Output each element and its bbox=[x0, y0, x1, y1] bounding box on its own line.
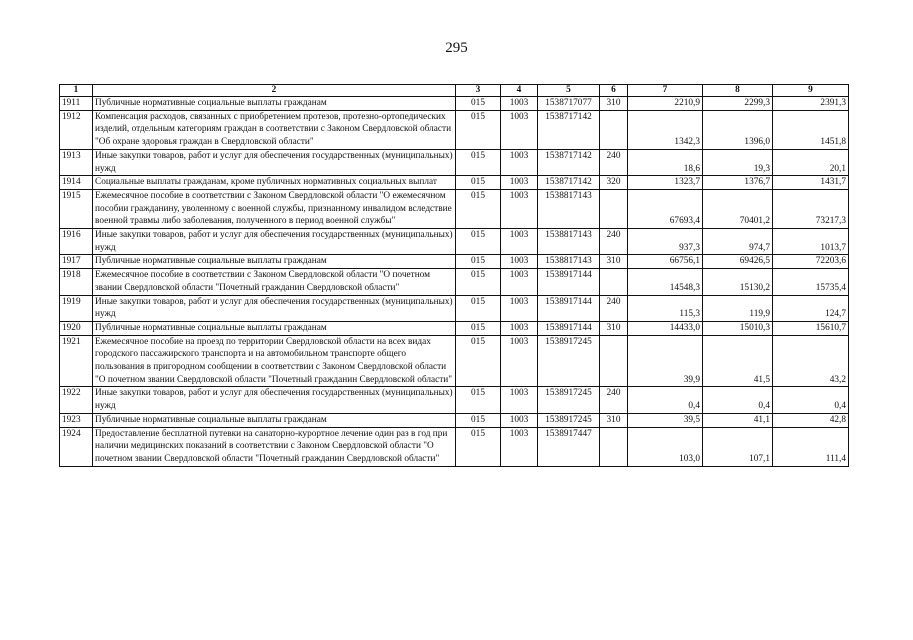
row-admin-code: 015 bbox=[456, 387, 501, 413]
row-expense-type: 240 bbox=[600, 229, 628, 255]
row-amount-col7: 1342,3 bbox=[628, 110, 703, 149]
row-section-code: 1003 bbox=[501, 229, 538, 255]
row-amount-col7: 0,4 bbox=[628, 387, 703, 413]
column-header-7: 7 bbox=[628, 85, 703, 97]
row-id: 1915 bbox=[60, 189, 93, 228]
row-expense-type: 320 bbox=[600, 176, 628, 190]
row-amount-col8: 1396,0 bbox=[703, 110, 773, 149]
row-section-code: 1003 bbox=[501, 149, 538, 175]
header-row bbox=[60, 85, 849, 97]
table-row bbox=[60, 149, 849, 175]
row-expense-type: 240 bbox=[600, 295, 628, 321]
row-expense-type bbox=[600, 110, 628, 149]
row-description: Ежемесячное пособие в соответствии с Законом Свердловской области "О ежемесячном пособии гражданину, уволенному с военной службы, признанному инвалидом вследствие военной травмы либо заболевания, полученного в период военной службы" bbox=[93, 189, 456, 228]
row-description: Публичные нормативные социальные выплаты гражданам bbox=[93, 321, 456, 335]
row-admin-code: 015 bbox=[456, 255, 501, 269]
row-amount-col9: 15735,4 bbox=[773, 269, 849, 295]
row-description: Публичные нормативные социальные выплаты гражданам bbox=[93, 97, 456, 111]
row-section-code: 1003 bbox=[501, 295, 538, 321]
row-description: Компенсация расходов, связанных с приобретением протезов, протезно-ортопедических изделий, отдельным категориям граждан в соответствии с Законом Свердловской области "Об охране здоровья граждан в Свердловской области" bbox=[93, 110, 456, 149]
row-id: 1914 bbox=[60, 176, 93, 190]
table-row bbox=[60, 269, 849, 295]
row-expense-type: 240 bbox=[600, 149, 628, 175]
row-amount-col8: 69426,5 bbox=[703, 255, 773, 269]
row-description: Публичные нормативные социальные выплаты гражданам bbox=[93, 255, 456, 269]
table-row bbox=[60, 110, 849, 149]
row-target-code: 1538917447 bbox=[538, 427, 600, 466]
row-admin-code: 015 bbox=[456, 413, 501, 427]
row-description: Предоставление бесплатной путевки на санаторно-курортное лечение один раз в год при наличии медицинских показаний в соответствии с Законом Свердловской области "О почетном звании Свердловской области "Почетный гражданин Свердловской области" bbox=[93, 427, 456, 466]
row-id: 1917 bbox=[60, 255, 93, 269]
row-amount-col7: 103,0 bbox=[628, 427, 703, 466]
row-admin-code: 015 bbox=[456, 189, 501, 228]
row-amount-col8: 15130,2 bbox=[703, 269, 773, 295]
budget-table bbox=[59, 84, 849, 467]
column-header-8: 8 bbox=[703, 85, 773, 97]
row-section-code: 1003 bbox=[501, 176, 538, 190]
column-header-6: 6 bbox=[600, 85, 628, 97]
table-row bbox=[60, 189, 849, 228]
row-admin-code: 015 bbox=[456, 335, 501, 387]
column-header-9: 9 bbox=[773, 85, 849, 97]
row-amount-col7: 2210,9 bbox=[628, 97, 703, 111]
row-amount-col8: 41,1 bbox=[703, 413, 773, 427]
row-admin-code: 015 bbox=[456, 149, 501, 175]
table-body bbox=[60, 97, 849, 467]
table-row bbox=[60, 321, 849, 335]
row-target-code: 1538817143 bbox=[538, 255, 600, 269]
row-admin-code: 015 bbox=[456, 295, 501, 321]
row-amount-col7: 39,9 bbox=[628, 335, 703, 387]
column-header-2: 2 bbox=[93, 85, 456, 97]
row-description: Иные закупки товаров, работ и услуг для обеспечения государственных (муниципальных) нужд bbox=[93, 149, 456, 175]
row-expense-type bbox=[600, 189, 628, 228]
row-expense-type bbox=[600, 335, 628, 387]
row-section-code: 1003 bbox=[501, 189, 538, 228]
row-expense-type: 310 bbox=[600, 321, 628, 335]
row-description: Ежемесячное пособие в соответствии с Законом Свердловской области "О почетном звании Свердловской области "Почетный гражданин Свердловской области" bbox=[93, 269, 456, 295]
row-amount-col9: 1013,7 bbox=[773, 229, 849, 255]
row-amount-col8: 2299,3 bbox=[703, 97, 773, 111]
row-id: 1916 bbox=[60, 229, 93, 255]
row-admin-code: 015 bbox=[456, 229, 501, 255]
row-amount-col7: 18,6 bbox=[628, 149, 703, 175]
row-admin-code: 015 bbox=[456, 97, 501, 111]
row-id: 1918 bbox=[60, 269, 93, 295]
row-target-code: 1538717142 bbox=[538, 149, 600, 175]
row-amount-col9: 1431,7 bbox=[773, 176, 849, 190]
row-id: 1920 bbox=[60, 321, 93, 335]
row-description: Ежемесячное пособие на проезд по территории Свердловской области на всех видах городского пассажирского транспорта и на автомобильном транспорте общего пользования в пригородном сообщении в соответствии с Законом Свердловской области "О почетном звании Свердловской области "Почетный гражданин Свердловской области" bbox=[93, 335, 456, 387]
row-amount-col8: 41,5 bbox=[703, 335, 773, 387]
row-target-code: 1538917144 bbox=[538, 295, 600, 321]
row-expense-type: 310 bbox=[600, 413, 628, 427]
row-expense-type: 310 bbox=[600, 255, 628, 269]
row-target-code: 1538717077 bbox=[538, 97, 600, 111]
row-amount-col9: 111,4 bbox=[773, 427, 849, 466]
row-expense-type bbox=[600, 269, 628, 295]
row-id: 1922 bbox=[60, 387, 93, 413]
row-admin-code: 015 bbox=[456, 269, 501, 295]
table-row bbox=[60, 335, 849, 387]
row-id: 1919 bbox=[60, 295, 93, 321]
row-section-code: 1003 bbox=[501, 97, 538, 111]
row-admin-code: 015 bbox=[456, 176, 501, 190]
table-row bbox=[60, 387, 849, 413]
row-amount-col8: 974,7 bbox=[703, 229, 773, 255]
row-amount-col7: 14548,3 bbox=[628, 269, 703, 295]
table-row bbox=[60, 255, 849, 269]
column-header-4: 4 bbox=[501, 85, 538, 97]
row-amount-col9: 73217,3 bbox=[773, 189, 849, 228]
row-admin-code: 015 bbox=[456, 110, 501, 149]
row-description: Иные закупки товаров, работ и услуг для обеспечения государственных (муниципальных) нужд bbox=[93, 387, 456, 413]
row-amount-col8: 119,9 bbox=[703, 295, 773, 321]
row-amount-col9: 124,7 bbox=[773, 295, 849, 321]
row-admin-code: 015 bbox=[456, 321, 501, 335]
table-row bbox=[60, 295, 849, 321]
row-id: 1911 bbox=[60, 97, 93, 111]
row-section-code: 1003 bbox=[501, 110, 538, 149]
row-amount-col8: 107,1 bbox=[703, 427, 773, 466]
row-target-code: 1538817143 bbox=[538, 229, 600, 255]
row-amount-col9: 72203,6 bbox=[773, 255, 849, 269]
row-amount-col9: 20,1 bbox=[773, 149, 849, 175]
row-section-code: 1003 bbox=[501, 413, 538, 427]
table-row bbox=[60, 413, 849, 427]
row-amount-col9: 42,8 bbox=[773, 413, 849, 427]
row-target-code: 1538917144 bbox=[538, 269, 600, 295]
row-target-code: 1538917144 bbox=[538, 321, 600, 335]
row-id: 1923 bbox=[60, 413, 93, 427]
row-description: Иные закупки товаров, работ и услуг для обеспечения государственных (муниципальных) нужд bbox=[93, 229, 456, 255]
row-expense-type: 240 bbox=[600, 387, 628, 413]
row-amount-col7: 937,3 bbox=[628, 229, 703, 255]
row-id: 1913 bbox=[60, 149, 93, 175]
table-row bbox=[60, 229, 849, 255]
row-id: 1921 bbox=[60, 335, 93, 387]
row-id: 1924 bbox=[60, 427, 93, 466]
row-amount-col8: 15010,3 bbox=[703, 321, 773, 335]
row-section-code: 1003 bbox=[501, 427, 538, 466]
row-expense-type: 310 bbox=[600, 97, 628, 111]
row-amount-col8: 0,4 bbox=[703, 387, 773, 413]
row-section-code: 1003 bbox=[501, 387, 538, 413]
row-target-code: 1538917245 bbox=[538, 387, 600, 413]
column-header-1: 1 bbox=[60, 85, 93, 97]
row-amount-col7: 67693,4 bbox=[628, 189, 703, 228]
row-target-code: 1538817143 bbox=[538, 189, 600, 228]
row-amount-col7: 1323,7 bbox=[628, 176, 703, 190]
row-amount-col9: 15610,7 bbox=[773, 321, 849, 335]
row-description: Иные закупки товаров, работ и услуг для обеспечения государственных (муниципальных) нужд bbox=[93, 295, 456, 321]
row-expense-type bbox=[600, 427, 628, 466]
table-row bbox=[60, 176, 849, 190]
row-target-code: 1538917245 bbox=[538, 413, 600, 427]
column-header-5: 5 bbox=[538, 85, 600, 97]
row-amount-col8: 19,3 bbox=[703, 149, 773, 175]
row-amount-col9: 43,2 bbox=[773, 335, 849, 387]
row-section-code: 1003 bbox=[501, 255, 538, 269]
row-section-code: 1003 bbox=[501, 335, 538, 387]
row-target-code: 1538917245 bbox=[538, 335, 600, 387]
table-row bbox=[60, 97, 849, 111]
row-description: Публичные нормативные социальные выплаты гражданам bbox=[93, 413, 456, 427]
row-description: Социальные выплаты гражданам, кроме публичных нормативных социальных выплат bbox=[93, 176, 456, 190]
row-amount-col7: 14433,0 bbox=[628, 321, 703, 335]
row-section-code: 1003 bbox=[501, 321, 538, 335]
row-amount-col7: 39,5 bbox=[628, 413, 703, 427]
row-id: 1912 bbox=[60, 110, 93, 149]
row-target-code: 1538717142 bbox=[538, 176, 600, 190]
table-row bbox=[60, 427, 849, 466]
row-admin-code: 015 bbox=[456, 427, 501, 466]
row-amount-col9: 2391,3 bbox=[773, 97, 849, 111]
row-section-code: 1003 bbox=[501, 269, 538, 295]
row-amount-col7: 66756,1 bbox=[628, 255, 703, 269]
row-amount-col8: 70401,2 bbox=[703, 189, 773, 228]
column-header-3: 3 bbox=[456, 85, 501, 97]
page-number: 295 bbox=[445, 40, 468, 56]
row-amount-col8: 1376,7 bbox=[703, 176, 773, 190]
row-amount-col7: 115,3 bbox=[628, 295, 703, 321]
row-amount-col9: 0,4 bbox=[773, 387, 849, 413]
row-amount-col9: 1451,8 bbox=[773, 110, 849, 149]
row-target-code: 1538717142 bbox=[538, 110, 600, 149]
